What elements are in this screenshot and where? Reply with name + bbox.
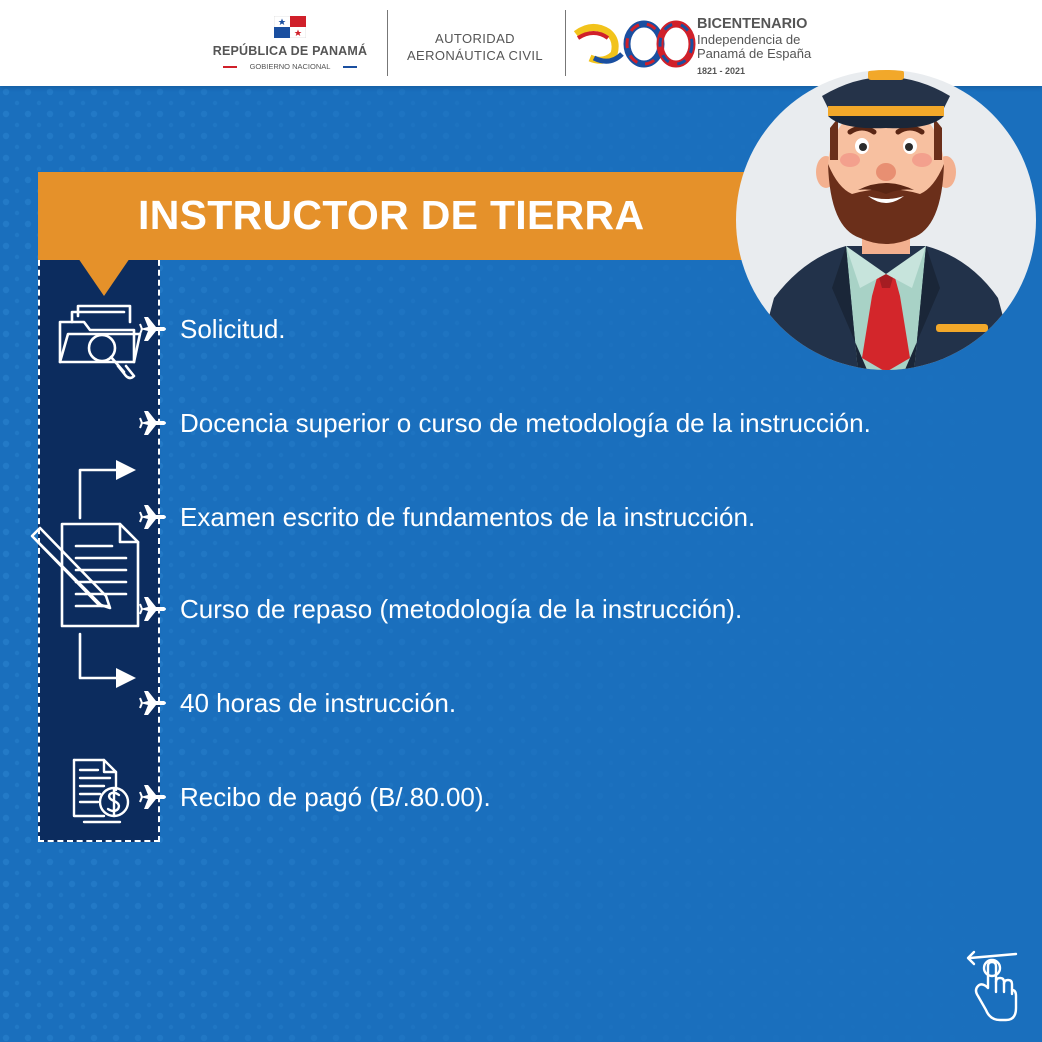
airplane-icon (138, 408, 168, 438)
payment-receipt-icon (70, 756, 132, 826)
airplane-icon (138, 782, 168, 812)
government-subtitle: GOBIERNO NACIONAL (249, 62, 331, 71)
airplane-icon (138, 314, 168, 344)
bicentenario-years: 1821 - 2021 (697, 66, 746, 76)
folder-search-icon (54, 300, 150, 386)
agency-line-2: AERONÁUTICA CIVIL (406, 48, 544, 63)
requirement-text: 40 horas de instrucción. (180, 688, 457, 718)
bicentenario-line-1: Independencia de (697, 32, 801, 47)
requirement-text: Examen escrito de fundamentos de la instrucción. (180, 502, 756, 532)
government-name: REPÚBLICA DE PANAMÁ (212, 44, 368, 58)
bicentenario-title: BICENTENARIO (697, 16, 808, 32)
requirement-text: Docencia superior o curso de metodología de la instrucción. (180, 408, 871, 438)
document-pencil-icon (28, 456, 160, 692)
requirement-text: Recibo de pagó (B/.80.00). (180, 782, 491, 812)
divider-blue (343, 66, 357, 68)
agency-name (392, 30, 558, 64)
header-divider (387, 10, 388, 76)
requirement-text: Curso de repaso (metodología de la instrucción). (180, 594, 743, 624)
requirement-text: Solicitud. (180, 314, 286, 344)
agency-line-1: AUTORIDAD (435, 31, 515, 46)
airplane-icon (138, 502, 168, 532)
panama-flag-icon (274, 16, 306, 38)
bicentenario-logo-icon (574, 14, 696, 70)
bicentenario-line-2: Panamá de España (697, 46, 812, 61)
pilot-illustration (734, 68, 1038, 372)
header-divider (565, 10, 566, 76)
swipe-hand-icon[interactable] (960, 948, 1024, 1028)
page-title: INSTRUCTOR DE TIERRA (138, 192, 645, 238)
title-banner-pointer (78, 258, 130, 296)
airplane-icon (138, 594, 168, 624)
airplane-icon (138, 688, 168, 718)
